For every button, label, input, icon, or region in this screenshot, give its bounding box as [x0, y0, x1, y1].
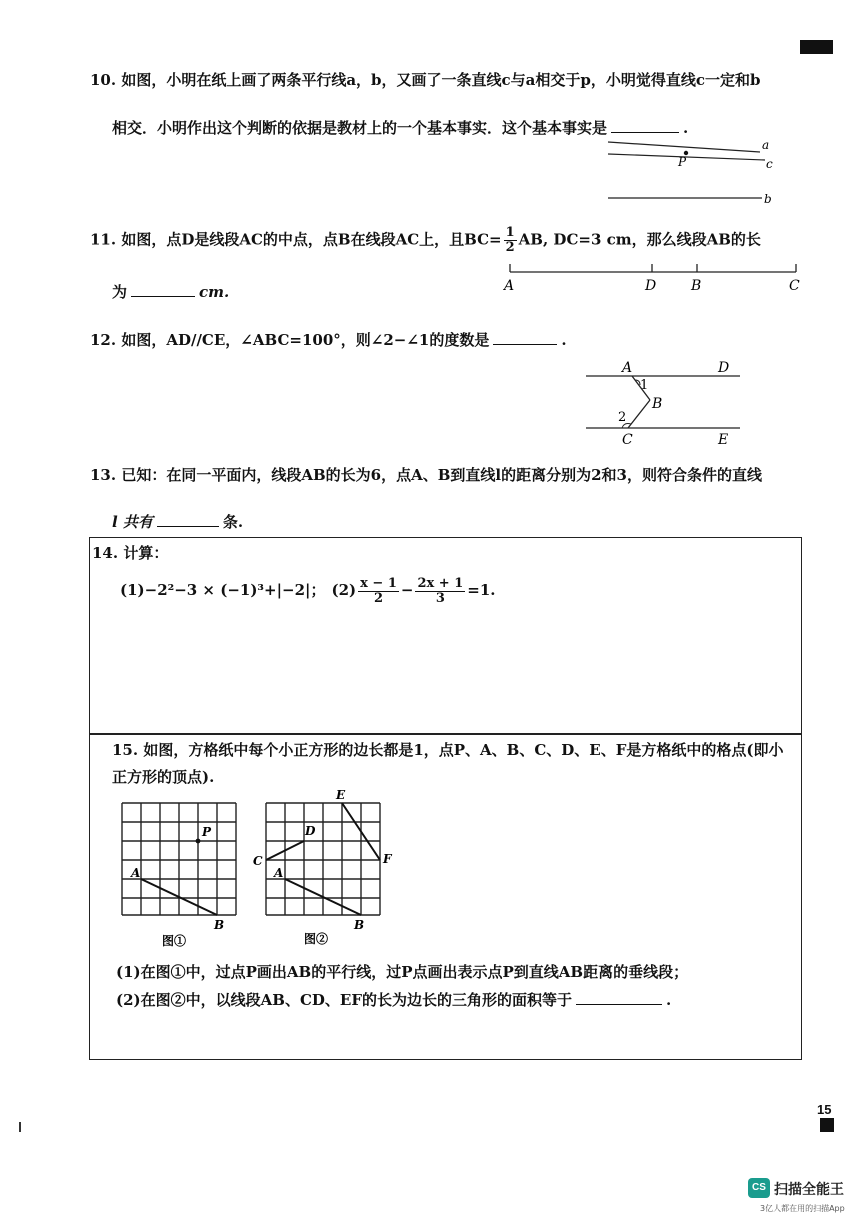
q14-answer-box[interactable] [89, 537, 802, 735]
q15-fig1-point-p [196, 839, 201, 844]
q11-label-c: C [789, 278, 800, 294]
q11-line2-suffix: cm. [199, 283, 230, 301]
q14-part2-prefix: (2) [331, 581, 357, 599]
q11-figure [500, 258, 810, 298]
q15-sub2-period: . [665, 991, 672, 1009]
q11-frac-num: 1 [505, 225, 515, 240]
q13-line2-prefix: l 共有 [112, 513, 153, 531]
q15-figure-1 [110, 795, 260, 955]
q12-segment-bc [628, 400, 650, 428]
q15-fig1-label-a: A [131, 866, 141, 880]
q11-text-prefix: 11. 如图，点D是线段AC的中点，点B在线段AC上，且BC= [90, 230, 502, 249]
q10-label-p: P [678, 155, 687, 169]
q12-figure [580, 356, 750, 448]
q15-fig2-label-e: E [336, 788, 346, 802]
q15-caption-1: 图① [162, 934, 187, 948]
q15-line1: 15. 如图，方格纸中每个小正方形的边长都是1，点P、A、B、C、D、E、F是方格纸中的格点(即小 [112, 741, 784, 759]
q10-period: . [683, 119, 689, 137]
q10-line2 [112, 118, 688, 138]
q15-answer-blank[interactable] [576, 1004, 662, 1005]
q15-fig1-label-b: B [214, 918, 225, 932]
q12-line [90, 330, 567, 350]
q12-text: 12. 如图，AD//CE，∠ABC=100°，则∠2−∠1的度数是 [90, 331, 490, 349]
q12-label-d: D [718, 360, 730, 376]
q12-answer-blank[interactable] [493, 344, 557, 345]
q15-grid-2 [266, 803, 380, 915]
q14-minus: − [400, 581, 414, 599]
q14-f2-num: 2x + 1 [417, 575, 464, 591]
left-margin-mark [19, 1122, 21, 1132]
q15-fig1-label-p: P [202, 825, 212, 839]
q11-answer-blank[interactable] [131, 296, 195, 297]
q14-expression-line [120, 572, 495, 608]
q11-label-a: A [504, 278, 515, 294]
q15-caption-2: 图② [304, 932, 329, 946]
q13-line1: 13. 已知：在同一平面内，线段AB的长为6，点A、B到直线l的距离分别为2和3，则符合条件的直线 [90, 466, 762, 484]
q12-label-2: 2 [618, 410, 627, 425]
q14-part1: (1)−2²−3 × (−1)³+|−2|； [120, 581, 326, 599]
q15-sub2 [116, 990, 671, 1010]
scanner-badge-text: CS [752, 1182, 766, 1193]
q12-period: . [561, 331, 567, 349]
q15-sub1: (1)在图①中，过点P画出AB的平行线，过P点画出表示点P到直线AB距离的垂线段； [116, 963, 689, 981]
page-corner-mark-bottom [820, 1118, 834, 1132]
q10-line1: 10. 如图，小明在纸上画了两条平行线a，b，又画了一条直线c与a相交于p，小明觉得直线c一定和b [90, 71, 761, 89]
q11-frac-den: 2 [505, 240, 515, 255]
q14-fraction-2 [415, 577, 465, 606]
q15-grid-1 [122, 803, 236, 915]
q15-fig2-label-f: F [383, 852, 392, 866]
q15-fig2-label-c: C [253, 854, 263, 868]
scanner-badge-icon [748, 1178, 770, 1198]
q10-figure [600, 136, 790, 208]
q11-line1 [90, 226, 761, 255]
q11-label-b: B [691, 278, 702, 294]
q11-fraction [504, 226, 517, 255]
q12-label-1: 1 [640, 378, 649, 393]
q15-line2: 正方形的顶点). [112, 768, 215, 786]
q13-line2-suffix: 条. [222, 513, 244, 531]
q15-sub2-text: (2)在图②中，以线段AB、CD、EF的长为边长的三角形的面积等于 [116, 991, 572, 1009]
q14-f1-den: 2 [373, 590, 384, 606]
page-number: 15 [817, 1102, 832, 1117]
q11-text-suffix: AB, DC=3 cm，那么线段AB的长 [518, 230, 761, 249]
q10-answer-blank[interactable] [611, 132, 679, 133]
q15-figure-2 [250, 787, 410, 955]
q12-label-c: C [622, 432, 633, 448]
q11-line2-prefix: 为 [112, 283, 128, 301]
q10-line2-text: 相交．小明作出这个判断的依据是教材上的一个基本事实．这个基本事实是 [112, 119, 608, 137]
q11-label-d: D [645, 278, 657, 294]
q14-part2-suffix: =1. [467, 581, 496, 599]
page-corner-mark [800, 40, 833, 54]
scanner-app-name: 扫描全能王 [774, 1182, 844, 1198]
q10-label-c: c [766, 157, 773, 171]
q13-answer-blank[interactable] [157, 526, 219, 527]
q13-line2 [112, 512, 243, 532]
q15-fig2-label-b: B [354, 918, 365, 932]
q10-label-a: a [762, 138, 770, 152]
q12-label-a: A [622, 360, 633, 376]
q12-label-b: B [652, 396, 663, 412]
q10-label-b: b [764, 192, 772, 206]
q14-fraction-1 [358, 577, 399, 606]
q15-fig2-label-a: A [274, 866, 284, 880]
q15-fig2-label-d: D [305, 824, 316, 838]
scanner-app-tagline: 3亿人都在用的扫描App [760, 1204, 845, 1213]
q10-line-a [608, 142, 760, 152]
q14-f2-den: 3 [435, 590, 445, 606]
q14-title: 14. 计算： [92, 544, 169, 562]
q12-label-e: E [718, 432, 729, 448]
q11-line2 [112, 282, 229, 302]
q14-f1-num: x − 1 [360, 575, 397, 591]
